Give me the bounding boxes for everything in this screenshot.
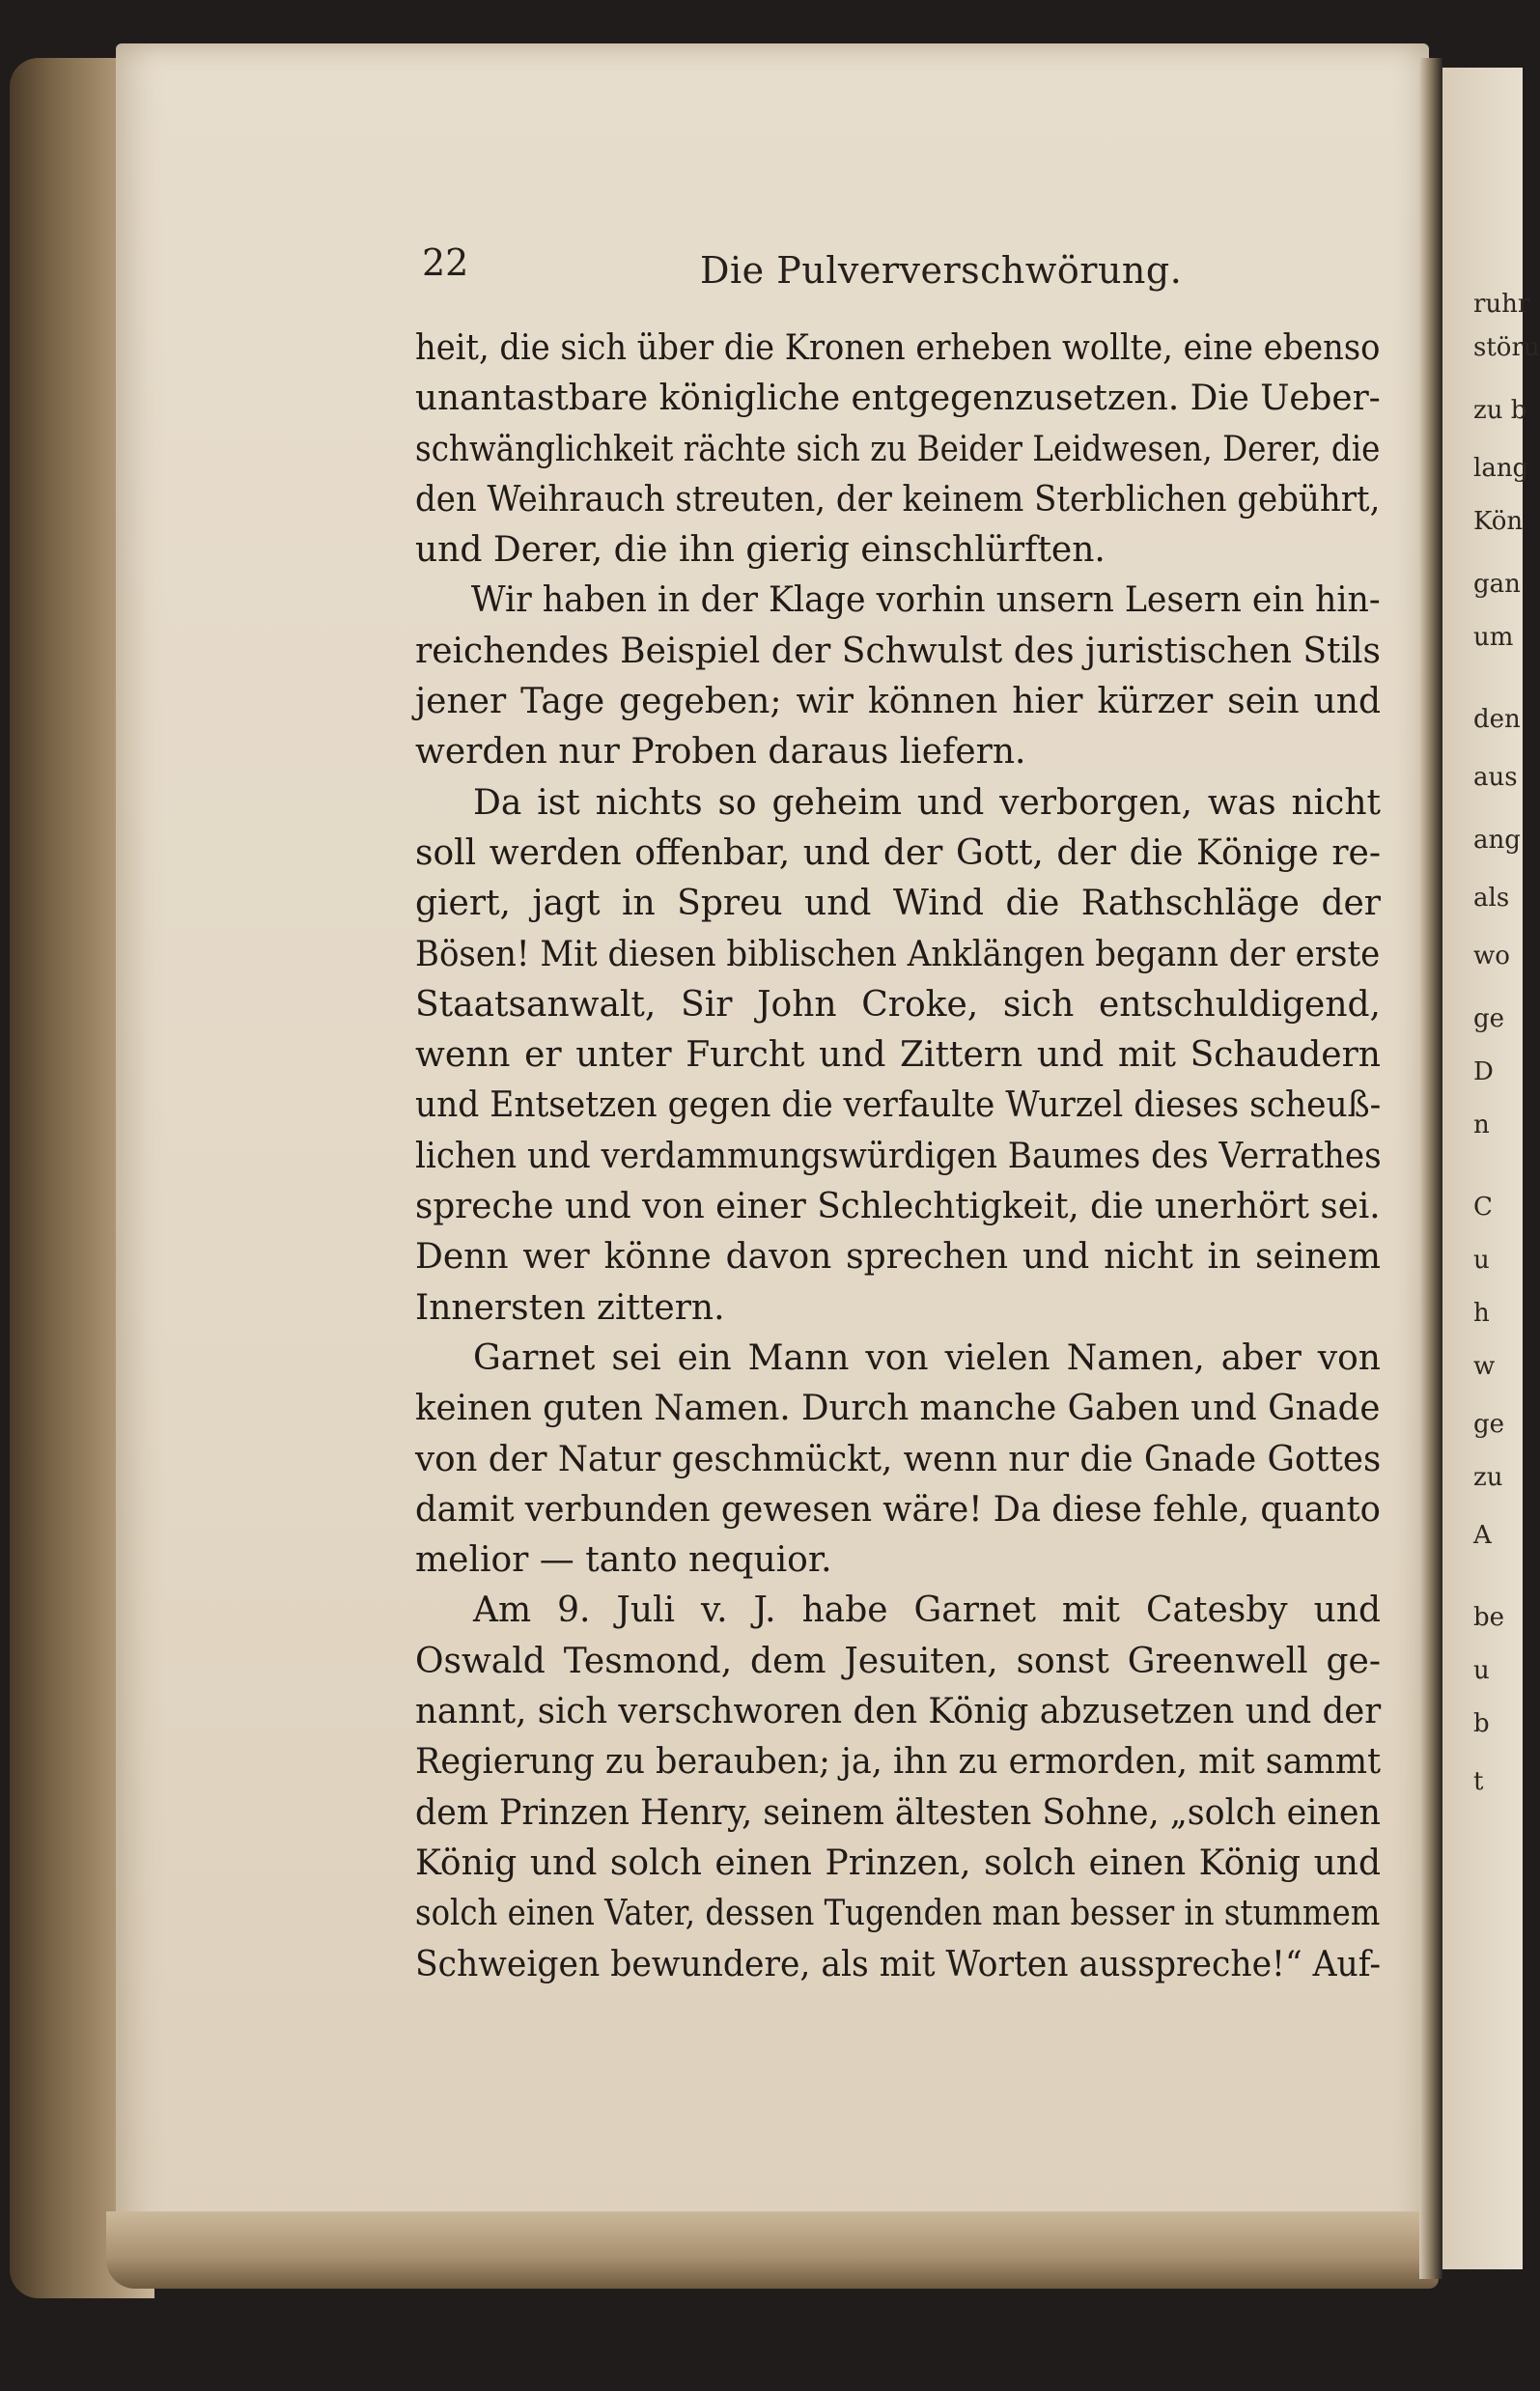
facing-page-text: w — [1473, 1352, 1496, 1381]
facing-page-text: Kön — [1473, 507, 1524, 536]
facing-page-text: den — [1473, 705, 1521, 734]
facing-page-text: gan — [1473, 570, 1521, 599]
book-gutter — [1419, 58, 1442, 2279]
facing-page-text: ge — [1473, 1410, 1505, 1439]
facing-page-text: störu — [1473, 333, 1540, 362]
text-line: dem Prinzen Henry, seinem ältesten Sohne, „solch einen — [415, 1792, 1381, 1833]
page-bottom-edge — [106, 2211, 1439, 2289]
facing-page-text: u — [1473, 1656, 1490, 1685]
page-number: 22 — [422, 241, 469, 284]
facing-page-text: lang — [1473, 454, 1529, 483]
facing-page-fragment — [1442, 68, 1540, 2269]
page-header — [0, 241, 1523, 299]
text-line: werden nur Proben daraus liefern. — [415, 732, 1026, 773]
facing-page-text: als — [1473, 884, 1510, 913]
text-line: keinen guten Namen. Durch manche Gaben und Gnade — [415, 1389, 1381, 1429]
facing-page-text: be — [1473, 1603, 1505, 1632]
text-line: König und solch einen Prinzen, solch einen König und — [415, 1842, 1381, 1883]
facing-page-text: wo — [1473, 942, 1510, 970]
text-line: Staatsanwalt, Sir John Croke, sich entschuldigend, — [415, 984, 1381, 1025]
text-line: schwänglichkeit rächte sich zu Beider Leidwesen, Derer, die — [415, 429, 1381, 469]
text-line: Da ist nichts so geheim und verborgen, was nicht — [473, 782, 1381, 823]
facing-page-text: aus — [1473, 763, 1518, 792]
facing-page-text: A — [1473, 1521, 1492, 1550]
text-line: Wir haben in der Klage vorhin unsern Lesern ein hin- — [470, 580, 1381, 621]
text-line: und Entsetzen gegen die verfaulte Wurzel dieses scheuß- — [415, 1085, 1382, 1126]
facing-page-text: ruhr — [1473, 290, 1530, 319]
text-line: lichen und verdammungswürdigen Baumes des Verrathes — [415, 1136, 1382, 1176]
text-line: soll werden offenbar, und der Gott, der die Könige re- — [415, 832, 1381, 873]
text-line: von der Natur geschmückt, wenn nur die Gnade Gottes — [415, 1439, 1382, 1479]
text-line: Oswald Tesmond, dem Jesuiten, sonst Greenwell ge- — [415, 1641, 1381, 1681]
facing-page-text: ang — [1473, 826, 1521, 855]
body-text — [415, 323, 1381, 1990]
text-line: melior — tanto nequior. — [415, 1540, 832, 1581]
text-line: nannt, sich verschworen den König abzusetzen und der — [415, 1692, 1382, 1732]
text-line: heit, die sich über die Kronen erheben wollte, eine ebenso — [415, 328, 1381, 368]
text-line: Am 9. Juli v. J. habe Garnet mit Catesby und — [473, 1590, 1381, 1631]
facing-page-text: b — [1473, 1709, 1490, 1738]
text-line: Denn wer könne davon sprechen und nicht in seinem — [415, 1237, 1381, 1278]
text-line: damit verbunden gewesen wäre! Da diese fehle, quanto — [415, 1489, 1381, 1530]
facing-page-text: zu b — [1473, 396, 1527, 425]
facing-page-text: ge — [1473, 1004, 1505, 1033]
text-line: reichendes Beispiel der Schwulst des juristischen Stils — [415, 631, 1381, 671]
text-line: solch einen Vater, dessen Tugenden man besser in stummem — [415, 1894, 1381, 1934]
text-line: Innersten zittern. — [415, 1287, 725, 1328]
facing-page-text: um — [1473, 623, 1514, 652]
running-title: Die Pulververschwörung. — [700, 249, 1183, 292]
text-line: spreche und von einer Schlechtigkeit, die unerhört sei. — [415, 1187, 1381, 1227]
text-line: Schweigen bewundere, als mit Worten ausspreche!“ Auf- — [415, 1944, 1382, 1984]
text-line: den Weihrauch streuten, der keinem Sterblichen gebührt, — [415, 479, 1381, 520]
text-line: jener Tage gegeben; wir können hier kürzer sein und — [415, 682, 1381, 722]
text-line: wenn er unter Furcht und Zittern und mit Schaudern — [415, 1035, 1381, 1076]
facing-page-text: C — [1473, 1193, 1493, 1222]
text-line: Regierung zu berauben; ja, ihn zu ermorden, mit sammt — [415, 1742, 1382, 1783]
facing-page-text: t — [1473, 1767, 1484, 1796]
text-line: Garnet sei ein Mann von vielen Namen, aber von — [473, 1337, 1381, 1378]
facing-page-text: D — [1473, 1057, 1494, 1086]
facing-page-text: h — [1473, 1299, 1490, 1328]
facing-page-text: u — [1473, 1246, 1490, 1275]
text-line: unantastbare königliche entgegenzusetzen. Die Ueber- — [415, 379, 1381, 419]
text-line: Bösen! Mit diesen biblischen Anklängen begann der erste — [415, 934, 1381, 974]
text-line: und Derer, die ihn gierig einschlürften. — [415, 530, 1106, 571]
text-line: giert, jagt in Spreu und Wind die Rathschläge der — [415, 884, 1381, 924]
facing-page-text: n — [1473, 1111, 1490, 1139]
facing-page-text: zu — [1473, 1463, 1503, 1492]
